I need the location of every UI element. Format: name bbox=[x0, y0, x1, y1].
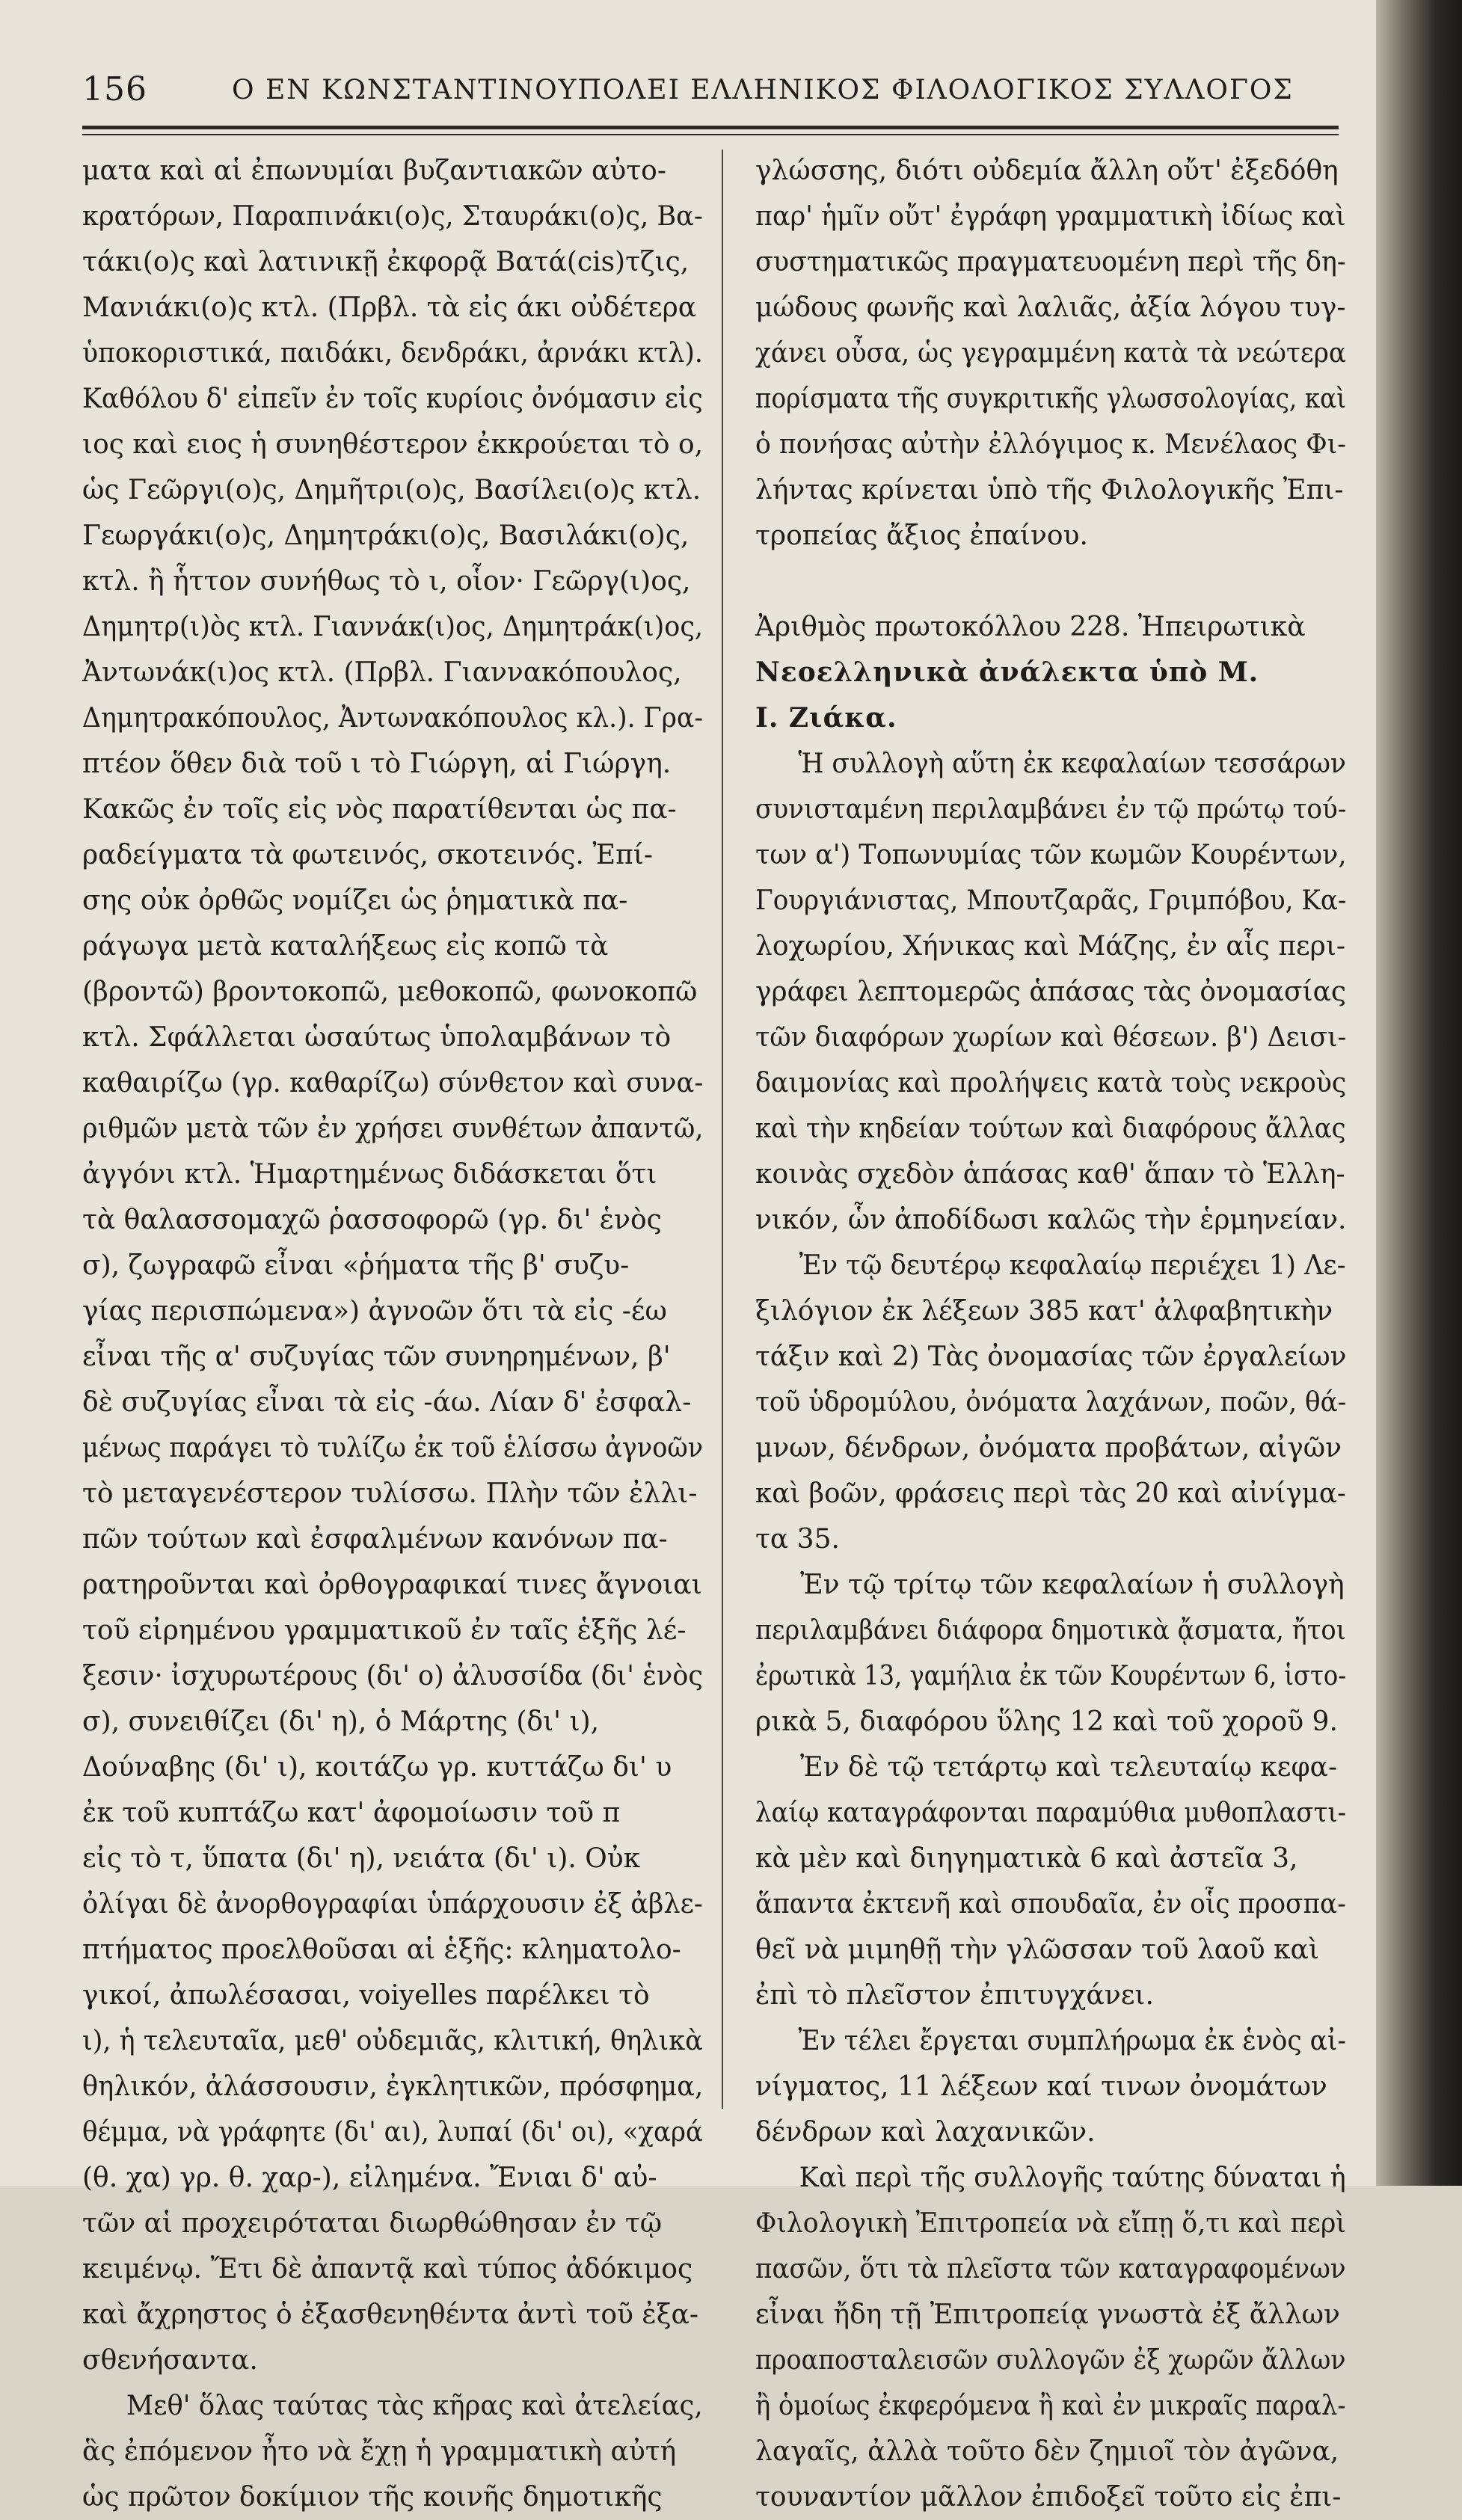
left-column-line: Ἀντωνάκ(ι)ος κτλ. (Πρβλ. Γιαννακόπουλος, bbox=[82, 657, 682, 688]
left-column-line: σθενήσαντα. bbox=[82, 2345, 258, 2376]
left-column-line: τοῦ εἰρημένου γραμματικοῦ ἐν ταῖς ἑξῆς λέ- bbox=[82, 1615, 687, 1646]
left-column-line: ματα καὶ αἱ ἐπωνυμίαι βυζαντιακῶν αὐτο- bbox=[82, 156, 666, 186]
left-column-line: πτέον ὅθεν διὰ τοῦ ι τὸ Γιώργη, αἱ Γιώργη. bbox=[82, 749, 672, 779]
right-column-line: τα 35. bbox=[755, 1524, 840, 1555]
right-column-line: ὁ πονήσας αὐτὴν ἐλλόγιμος κ. Μενέλαος Φι- bbox=[755, 429, 1346, 460]
right-column-line: θεῖ νὰ μιμηθῇ τὴν γλῶσσαν τοῦ λαοῦ καὶ bbox=[755, 1934, 1319, 1965]
right-column-line: τροπείας ἄξιος ἐπαίνου. bbox=[755, 520, 1088, 551]
right-column-line: τοῦ ὑδρομύλου, ὀνόματα λαχάνων, ποῶν, θά- bbox=[755, 1387, 1347, 1418]
right-column-line: μώδους φωνῆς καὶ λαλιᾶς, ἀξία λόγου τυγ- bbox=[755, 292, 1346, 323]
left-column-line: Δημητρακόπουλος, Ἀντωνακόπουλος κλ.). Γρα- bbox=[82, 703, 703, 734]
left-column-line: θηλικόν, ἀλάσσουσιν, ἐγκλητικῶν, πρόσφημα, bbox=[82, 2071, 704, 2102]
right-column-line: νίγματος, 11 λέξεων καί τινων ὀνομάτων bbox=[755, 2071, 1327, 2102]
left-column-line: Δούναβης (δι' ι), κοιτάζω γρ. κυττάζω δι' υ bbox=[82, 1752, 672, 1783]
right-column-line: συνισταμένη περιλαμβάνει ἐν τῷ πρώτῳ τού- bbox=[755, 794, 1347, 825]
left-column-line: κτλ. ἢ ἧττον συνήθως τὸ ι, οἷον· Γεῶργ(ι)ος, bbox=[82, 566, 691, 597]
left-column-line: σης οὐκ ὀρθῶς νομίζει ὡς ῥηματικὰ πα- bbox=[82, 885, 628, 916]
right-column-line: δένδρων καὶ λαχανικῶν. bbox=[755, 2117, 1096, 2148]
right-column-line: παρ' ἡμῖν οὔτ' ἐγράφη γραμματικὴ ἰδίως καὶ bbox=[755, 201, 1346, 232]
page-number: 156 bbox=[82, 70, 147, 108]
left-column-line: κτλ. Σφάλλεται ὡσαύτως ὑπολαμβάνων τὸ bbox=[82, 1022, 672, 1053]
right-column-line: συστηματικῶς πραγματευομένη περὶ τῆς δη- bbox=[755, 247, 1346, 277]
right-column-line: λοχωρίου, Χήνικας καὶ Μάζης, ἐν αἷς περι- bbox=[755, 931, 1346, 962]
left-column-line: ἐκ τοῦ κυπτάζω κατ' ἀφομοίωσιν τοῦ π bbox=[82, 1798, 621, 1828]
left-column-line: Γεωργάκι(ο)ς, Δημητράκι(ο)ς, Βασιλάκι(ο)ς, bbox=[82, 520, 689, 551]
left-column-line: ριθμῶν μετὰ τῶν ἐν χρήσει συνθέτων ἀπαντῶ, bbox=[82, 1113, 704, 1144]
left-column-line: εἶναι τῆς α' συζυγίας τῶν συνηρημένων, β' bbox=[82, 1342, 671, 1372]
right-column-line: καὶ βοῶν, φράσεις περὶ τὰς 20 καὶ αἰνίγμα- bbox=[755, 1478, 1346, 1509]
left-column-line: ἀγγόνι κτλ. Ἡμαρτημένως διδάσκεται ὅτι bbox=[82, 1159, 657, 1190]
right-column-line: Γουργιάνιστας, Μπουτζαρᾶς, Γριμπόβου, Κα- bbox=[755, 885, 1347, 916]
right-column-line: Ἐν δὲ τῷ τετάρτῳ καὶ τελευταίῳ κεφα- bbox=[800, 1752, 1338, 1783]
left-column-line: ἃς ἐπόμενον ἦτο νὰ ἔχῃ ἡ γραμματικὴ αὐτή bbox=[82, 2436, 677, 2467]
right-column-line: ρικὰ 5, διαφόρου ὕλης 12 καὶ τοῦ χοροῦ 9. bbox=[755, 1706, 1338, 1737]
right-column-line: Ἐν τέλει ἔργεται συμπλήρωμα ἐκ ἑνὸς αἰ- bbox=[798, 2026, 1346, 2056]
right-column-line: ξιλόγιον ἐκ λέξεων 385 κατ' ἀλφαβητικὴν bbox=[755, 1296, 1333, 1327]
page-header bbox=[82, 61, 1369, 114]
left-column-line: Καθόλου δ' εἰπεῖν ἐν τοῖς κυρίοις ὀνόμασιν εἰς bbox=[82, 384, 703, 414]
right-column-line: λαίῳ καταγράφονται παραμύθια μυθοπλαστι- bbox=[755, 1798, 1347, 1828]
left-column-line: κρατόρων, Παραπινάκι(ο)ς, Σταυράκι(ο)ς, Βα- bbox=[82, 201, 703, 232]
left-column-line: ὡς Γεῶργι(ο)ς, Δημῆτρι(ο)ς, Βασίλει(ο)ς κτλ. bbox=[82, 475, 701, 505]
left-column-line: Μεθ' ὅλας ταύτας τὰς κῆρας καὶ ἀτελείας, bbox=[126, 2391, 703, 2421]
right-column-line: Ἀριθμὸς πρωτοκόλλου 228. Ἠπειρωτικὰ bbox=[755, 612, 1306, 642]
right-column-line: κοινὰς σχεδὸν ἁπάσας καθ' ἅπαν τὸ Ἑλλη- bbox=[755, 1159, 1345, 1190]
right-column-line: χάνει οὖσα, ὡς γεγραμμένη κατὰ τὰ νεώτερα bbox=[755, 338, 1347, 369]
right-column-line: κὰ μὲν καὶ διηγηματικὰ 6 καὶ ἀστεῖα 3, bbox=[755, 1843, 1298, 1874]
right-column-line: Φιλολογικὴ Ἐπιτροπεία νὰ εἴπῃ ὅ,τι καὶ περὶ bbox=[755, 2208, 1346, 2239]
left-column-line: πῶν τούτων καὶ ἐσφαλμένων κανόνων πα- bbox=[82, 1524, 668, 1555]
right-column-line: Ἐν τῷ δευτέρῳ κεφαλαίῳ περιέχει 1) Λε- bbox=[799, 1250, 1346, 1281]
right-column-line: μνων, δένδρων, ὀνόματα προβάτων, αἰγῶν bbox=[755, 1433, 1342, 1463]
right-column-line: εἶναι ἤδη τῇ Ἐπιτροπείᾳ γνωστὰ ἐξ ἄλλων bbox=[755, 2299, 1340, 2330]
left-column-line: σ), ζωγραφῶ εἶναι «ῥήματα τῆς β' συζυ- bbox=[82, 1250, 630, 1281]
left-column-line: ι), ἡ τελευταῖα, μεθ' οὐδεμιᾶς, κλιτική, θηλικὰ bbox=[82, 2026, 703, 2056]
left-column-line: θέμμα, νὰ γράφητε (δι' αι), λυπαί (δι' οι), «χαρά bbox=[82, 2117, 704, 2148]
right-column-line: δαιμονίας καὶ προλήψεις κατὰ τοὺς νεκροὺς bbox=[755, 1068, 1347, 1098]
right-column-line: ἐπὶ τὸ πλεῖστον ἐπιτυγχάνει. bbox=[755, 1980, 1154, 2011]
right-column-line: λήντας κρίνεται ὑπὸ τῆς Φιλολογικῆς Ἐπι- bbox=[755, 475, 1344, 505]
right-column-line: τουναντίον μᾶλλον ἐπιδοξεῖ τοῦτο εἰς ἐπι- bbox=[755, 2482, 1342, 2513]
left-column-line: καθαιρίζω (γρ. καθαρίζω) σύνθετον καὶ συνα- bbox=[82, 1068, 704, 1098]
right-column-line: νικόν, ὧν ἀποδίδωσι καλῶς τὴν ἑρμηνείαν. bbox=[755, 1205, 1347, 1235]
right-column-line: των α') Τοπωνυμίας τῶν κωμῶν Κουρέντων, bbox=[755, 840, 1347, 870]
left-column-line: καὶ ἄχρηστος ὁ ἐξασθενηθέντα ἀντὶ τοῦ ἐξα- bbox=[82, 2299, 699, 2330]
left-column-line: κειμένῳ. Ἔτι δὲ ἀπαντᾷ καὶ τύπος ἀδόκιμος bbox=[82, 2254, 693, 2284]
left-column bbox=[82, 148, 703, 2520]
left-column-line: ράγωγα μετὰ καταλήξεως εἰς κοπῶ τὰ bbox=[82, 931, 609, 962]
right-column-line: πορίσματα τῆς συγκριτικῆς γλωσσολογίας, καὶ bbox=[755, 384, 1347, 414]
left-column-line: τάκι(ο)ς καὶ λατινικῇ ἐκφορᾷ Βατά(cis)τζις, bbox=[82, 247, 689, 277]
left-column-line: εἰς τὸ τ, ὕπατα (δι' η), νειάτα (δι' ι). Οὐκ bbox=[82, 1843, 641, 1874]
left-column-line: (θ. χα) γρ. θ. χαρ-), εἰλημένα. Ἔνιαι δ' αὐ- bbox=[82, 2163, 657, 2193]
left-column-line: δὲ συζυγίας εἶναι τὰ εἰς -άω. Λίαν δ' ἐσφαλ- bbox=[82, 1387, 692, 1418]
right-column-line: Καὶ περὶ τῆς συλλογῆς ταύτης δύναται ἡ bbox=[799, 2163, 1346, 2193]
left-column-line: ξεσιν· ἰσχυρωτέρους (δι' ο) ἀλυσσίδα (δι' ἑνὸς bbox=[82, 1661, 703, 1691]
right-column-line: ἢ ὁμοίως ἐκφερόμενα ἢ καὶ ἐν μικραῖς παραλ- bbox=[755, 2391, 1346, 2421]
right-column-line: τάξιν καὶ 2) Τὰς ὀνομασίας τῶν ἐργαλείων bbox=[755, 1342, 1347, 1372]
right-column-line: Ἐν τῷ τρίτῳ τῶν κεφαλαίων ἡ συλλογὴ bbox=[800, 1570, 1345, 1600]
right-column-line: πασῶν, ὅτι τὰ πλεῖστα τῶν καταγραφομένων bbox=[755, 2254, 1346, 2284]
left-column-line: τῶν αἱ προχειρόταται διωρθώθησαν ἐν τῷ bbox=[82, 2208, 663, 2239]
left-column-line: τὰ θαλασσομαχῶ ῥασσοφορῶ (γρ. δι' ἑνὸς bbox=[82, 1205, 662, 1235]
right-column-line: καὶ τὴν κηδείαν τούτων καὶ διαφόρους ἄλλας bbox=[755, 1113, 1346, 1144]
left-column-line: μένως παράγει τὸ τυλίζω ἐκ τοῦ ἑλίσσω ἀγνοῶν bbox=[82, 1433, 704, 1463]
left-column-line: σ), συνειθίζει (δι' η), ὁ Μάρτης (δι' ι), bbox=[82, 1706, 600, 1737]
right-column-line: Ι. Ζιάκα. bbox=[755, 702, 897, 734]
left-column-line: ὑποκοριστικά, παιδάκι, δενδράκι, ἀρνάκι κτλ). bbox=[82, 338, 703, 369]
left-column-line: ὡς πρῶτον δοκίμιον τῆς κοινῆς δημοτικῆς bbox=[82, 2482, 663, 2513]
right-column-line: ἐρωτικὰ 13, γαμήλια ἐκ τῶν Κουρέντων 6, ἱστο- bbox=[755, 1661, 1347, 1691]
right-column-line: ἅπαντα ἐκτενῆ καὶ σπουδαῖα, ἐν οἷς προσπα- bbox=[755, 1889, 1346, 1920]
left-column-line: ὀλίγαι δὲ ἀνορθογραφίαι ὑπάρχουσιν ἐξ ἀβλε- bbox=[82, 1889, 703, 1920]
right-column-line: Νεοελληνικὰ ἀνάλεκτα ὑπὸ Μ. bbox=[755, 657, 1259, 688]
right-column bbox=[755, 148, 1346, 2520]
right-column-line: περιλαμβάνει διάφορα δημοτικὰ ᾄσματα, ἤτοι bbox=[755, 1615, 1346, 1646]
left-column-line: Μανιάκι(ο)ς κτλ. (Πρβλ. τὰ εἰς άκι οὐδέτερα bbox=[82, 292, 697, 323]
left-column-line: ρατηροῦνται καὶ ὀρθογραφικαί τινες ἄγνοιαι bbox=[82, 1570, 702, 1600]
right-column-line: γλώσσης, διότι οὐδεμία ἄλλη οὔτ' ἐξεδόθη bbox=[755, 156, 1339, 186]
right-column-line: τῶν διαφόρων χωρίων καὶ θέσεων. β') Δεισι- bbox=[755, 1022, 1347, 1053]
left-column-line: ιος καὶ ειος ἡ συνηθέστερον ἐκκρούεται τὸ ο, bbox=[82, 429, 703, 460]
running-title: Ο ΕΝ ΚΩΝΣΤΑΝΤΙΝΟΥΠΟΛΕΙ ΕΛΛΗΝΙΚΟΣ ΦΙΛΟΛΟΓΙΚΟΣ ΣΥΛΛΟΓΟΣ bbox=[232, 75, 1294, 105]
left-column-line: (βροντῶ) βροντοκοπῶ, μεθοκοπῶ, φωνοκοπῶ bbox=[82, 977, 698, 1007]
left-column-line: ραδείγματα τὰ φωτεινός, σκοτεινός. Ἐπί- bbox=[82, 840, 654, 870]
right-column-line: λαγαῖς, ἀλλὰ τοῦτο δὲν ζημιοῖ τὸν ἀγῶνα, bbox=[755, 2436, 1339, 2467]
left-column-line: τὸ μεταγενέστερον τυλίσσω. Πλὴν τῶν ἐλλι- bbox=[82, 1478, 698, 1509]
right-column-line: γράφει λεπτομερῶς ἁπάσας τὰς ὀνομασίας bbox=[755, 977, 1346, 1007]
column-divider bbox=[722, 150, 723, 2109]
right-column-line bbox=[755, 559, 1346, 604]
header-rule bbox=[82, 126, 1339, 135]
book-binding-edge bbox=[1376, 0, 1462, 2186]
right-column-line: Ἡ συλλογὴ αὕτη ἐκ κεφαλαίων τεσσάρων bbox=[798, 749, 1346, 779]
left-column-line: πτήματος προελθοῦσαι αἱ ἑξῆς: κληματολο- bbox=[82, 1934, 681, 1965]
right-column-line: προαποσταλεισῶν συλλογῶν ἐξ χωρῶν ἄλλων bbox=[755, 2345, 1346, 2376]
left-column-line: Κακῶς ἐν τοῖς εἰς νὸς παρατίθενται ὡς πα- bbox=[82, 794, 677, 825]
left-column-line: γίας περισπώμενα») ἀγνοῶν ὅτι τὰ εἰς -έω bbox=[82, 1296, 667, 1327]
left-column-line: Δημητρ(ι)ὸς κτλ. Γιαννάκ(ι)ος, Δημητράκ(ι)ος, bbox=[82, 612, 704, 642]
left-column-line: γικοί, ἀπωλέσασαι, voiyelles παρέλκει τὸ bbox=[82, 1980, 650, 2011]
